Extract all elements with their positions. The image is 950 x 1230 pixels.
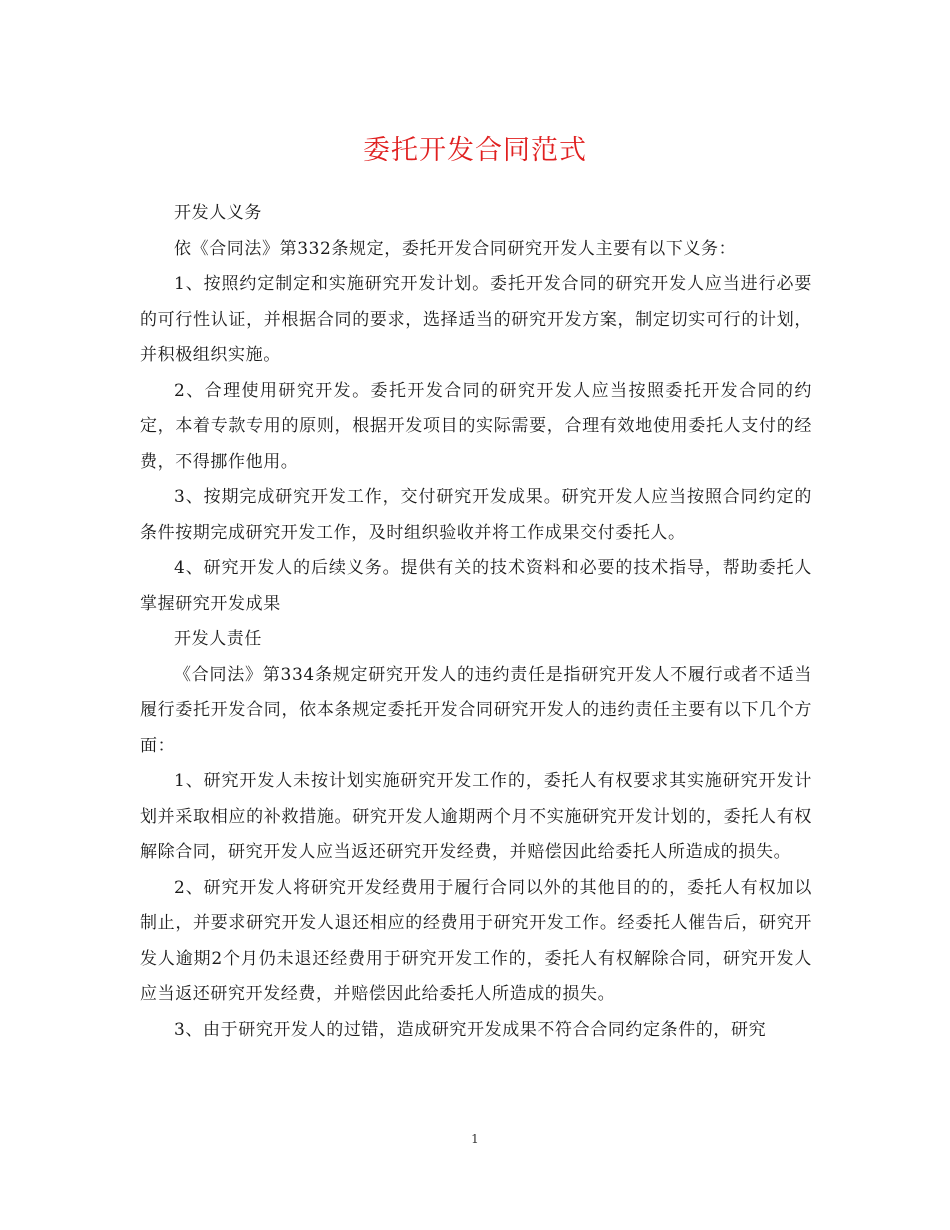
paragraph: 依《合同法》第332条规定，委托开发合同研究开发人主要有以下义务： (174, 238, 737, 259)
paragraph: 《合同法》第334条规定研究开发人的违约责任是指研究开发人不履行或者不适当履行委托开发合同，依本条规定委托开发合同研究开发人的违约责任主要有以下几个方面： (140, 664, 812, 756)
paragraph: 3、按期完成研究开发工作，交付研究开发成果。研究开发人应当按照合同约定的条件按期完成研究开发工作，及时组织验收并将工作成果交付委托人。 (140, 487, 812, 543)
document-title: 委托开发合同范式 (363, 135, 587, 166)
document-body (140, 196, 812, 1048)
paragraph: 2、研究开发人将研究开发经费用于履行合同以外的其他目的的，委托人有权加以制止，并要求研究开发人退还相应的经费用于研究开发工作。经委托人催告后，研究开发人逾期2个月仍未退还经费用于研究开发工作的，委托人有权解除合同，研究开发人应当返还研究开发经费，并赔偿因此给委托人所造成的损失。 (140, 877, 812, 1004)
section-heading-obligations: 开发人义务 (174, 203, 262, 223)
section-heading-liability: 开发人责任 (174, 629, 262, 649)
paragraph: 1、研究开发人未按计划实施研究开发工作的，委托人有权要求其实施研究开发计划并采取相应的补救措施。研究开发人逾期两个月不实施研究开发计划的，委托人有权解除合同，研究开发人应当返还研究开发经费，并赔偿因此给委托人所造成的损失。 (140, 771, 812, 862)
paragraph: 2、合理使用研究开发。委托开发合同的研究开发人应当按照委托开发合同的约定，本着专款专用的原则，根据开发项目的实际需要，合理有效地使用委托人支付的经费，不得挪作他用。 (140, 380, 812, 472)
page-number: 1 (471, 1132, 479, 1146)
paragraph: 3、由于研究开发人的过错，造成研究开发成果不符合合同约定条件的，研究 (174, 1019, 767, 1040)
paragraph: 1、按照约定制定和实施研究开发计划。委托开发合同的研究开发人应当进行必要的可行性认证，并根据合同的要求，选择适当的研究开发方案，制定切实可行的计划，并积极组织实施。 (140, 274, 812, 365)
paragraph: 4、研究开发人的后续义务。提供有关的技术资料和必要的技术指导，帮助委托人掌握研究开发成果 (140, 558, 812, 614)
